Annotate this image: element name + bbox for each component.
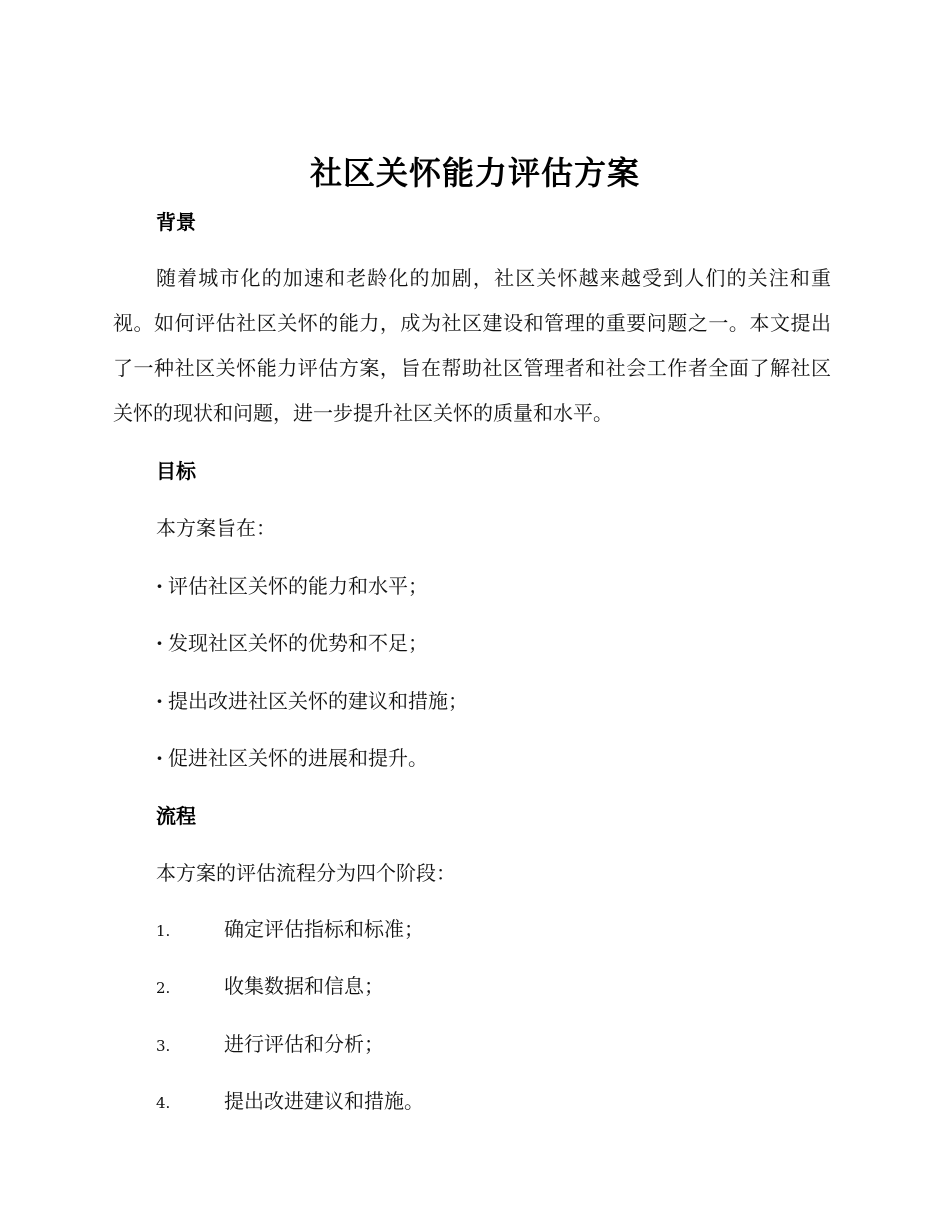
goals-list-item [156, 743, 428, 773]
goals-item-text: 发现社区关怀的优势和不足； [168, 631, 428, 655]
document-title: 社区关怀能力评估方案 [309, 154, 640, 192]
goals-list-item [156, 571, 428, 601]
bullet-marker: · [156, 574, 163, 598]
step-text: 收集数据和信息； [224, 974, 384, 998]
step-number: 4. [156, 1094, 171, 1112]
process-intro: 本方案的评估流程分为四个阶段： [156, 861, 456, 885]
section-heading-background: 背景 [156, 210, 196, 234]
goals-list-item [156, 628, 428, 658]
background-paragraph: 随着城市化的加速和老龄化的加剧，社区关怀越来越受到人们的关注和重视。如何评估社区关怀的能力，成为社区建设和管理的重要问题之一。本文提出了一种社区关怀能力评估方案，旨在帮助社区管理者和社会工作者全面了解社区关怀的现状和问题，进一步提升社区关怀的质量和水平。 [113, 266, 831, 425]
step-text: 确定评估指标和标准； [224, 917, 424, 941]
bullet-marker: · [156, 746, 163, 770]
step-text: 提出改进建议和措施。 [224, 1089, 424, 1113]
bullet-marker: · [156, 631, 163, 655]
step-number: 3. [156, 1037, 171, 1055]
step-text: 进行评估和分析； [224, 1032, 384, 1056]
section-heading-goals: 目标 [156, 459, 196, 483]
goals-intro: 本方案旨在： [156, 516, 276, 540]
goals-item-text: 促进社区关怀的进展和提升。 [168, 746, 428, 770]
section-heading-process: 流程 [156, 804, 196, 828]
goals-item-text: 提出改进社区关怀的建议和措施； [168, 689, 468, 713]
goals-item-text: 评估社区关怀的能力和水平； [168, 574, 428, 598]
step-number: 2. [156, 979, 171, 997]
bullet-marker: · [156, 689, 163, 713]
step-number: 1. [156, 922, 171, 940]
goals-list-item [156, 686, 468, 716]
